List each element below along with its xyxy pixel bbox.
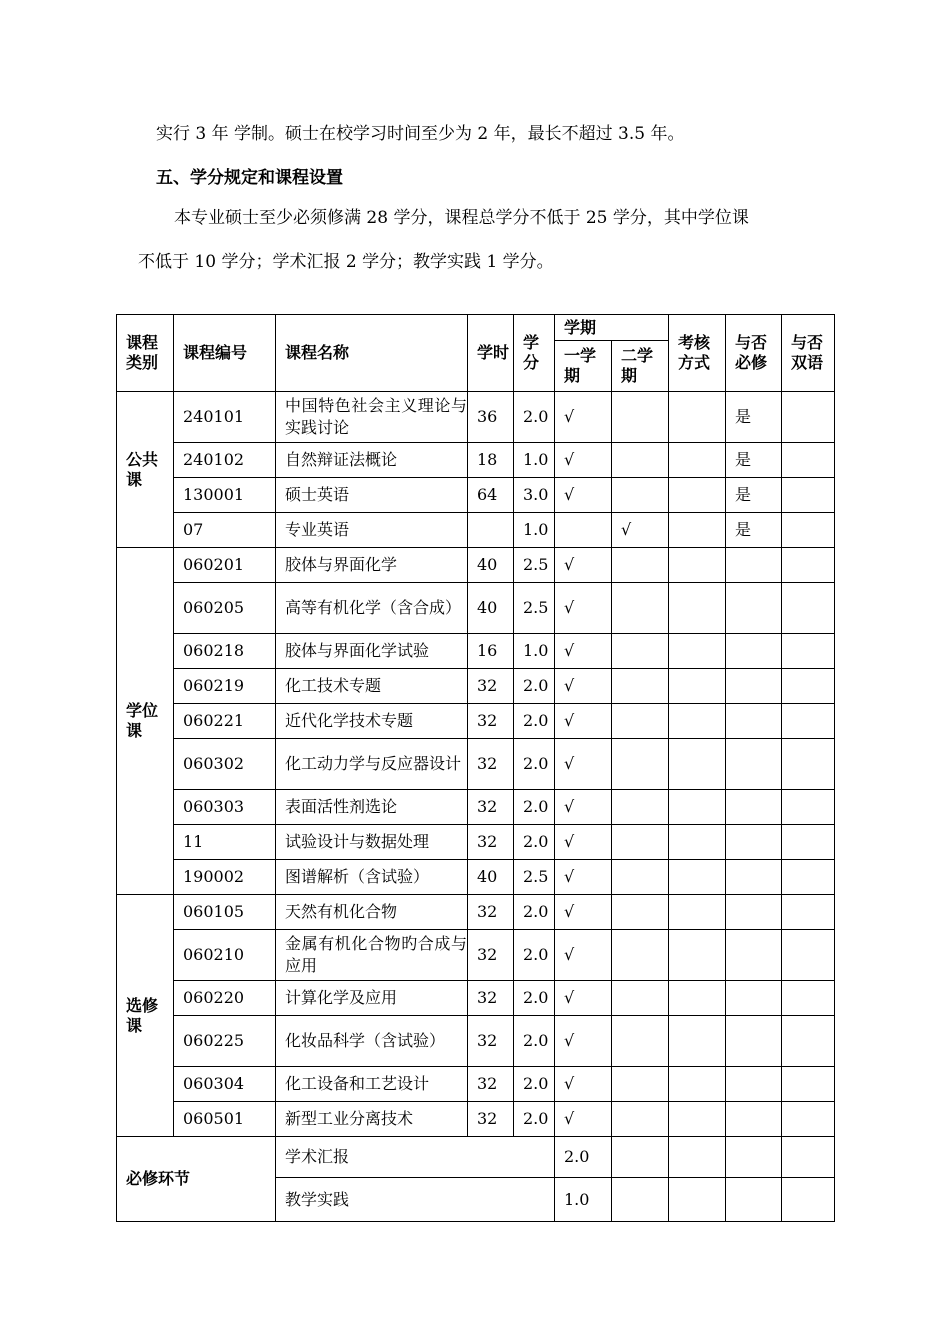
course-credits-cell: 2.0 [514, 981, 555, 1016]
course-name-cell: 高等有机化学（含合成） [276, 583, 468, 634]
course-name-cell: 化工设备和工艺设计 [276, 1067, 468, 1102]
required-item-name: 学术汇报 [276, 1137, 555, 1178]
required-cell [726, 930, 782, 981]
empty-cell [726, 1178, 782, 1222]
header-category: 课程类别 [117, 315, 174, 392]
bilingual-cell [782, 930, 835, 981]
sem2-mark-cell [612, 1016, 669, 1067]
sem2-mark-cell [612, 930, 669, 981]
table-row [117, 739, 835, 790]
course-name-cell: 图谱解析（含试验） [276, 860, 468, 895]
course-name-cell: 金属有机化合物旳合成与应用 [276, 930, 468, 981]
course-credits-cell: 2.0 [514, 704, 555, 739]
course-code-cell: 060201 [174, 548, 276, 583]
bilingual-cell [782, 443, 835, 478]
course-code-cell: 190002 [174, 860, 276, 895]
table-row [117, 583, 835, 634]
course-hours-cell: 40 [468, 860, 514, 895]
required-cell: 是 [726, 513, 782, 548]
sem1-mark-cell: √ [555, 825, 612, 860]
assessment-cell [669, 443, 726, 478]
required-cell [726, 634, 782, 669]
sem2-mark-cell [612, 669, 669, 704]
table-row [117, 790, 835, 825]
course-credits-cell: 2.0 [514, 895, 555, 930]
category-cell: 学位课 [117, 548, 174, 895]
intro-line-2: 本专业硕士至少必须修满 28 学分，课程总学分不低于 25 学分，其中学位课 [174, 208, 749, 228]
course-credits-cell: 2.0 [514, 392, 555, 443]
required-item-credits: 2.0 [555, 1137, 612, 1178]
sem1-mark-cell: √ [555, 443, 612, 478]
required-cell [726, 739, 782, 790]
bilingual-cell [782, 1067, 835, 1102]
course-code-cell: 11 [174, 825, 276, 860]
assessment-cell [669, 478, 726, 513]
required-cell [726, 1067, 782, 1102]
course-name-cell: 中国特色社会主义理论与实践讨论 [276, 392, 468, 443]
bilingual-cell [782, 860, 835, 895]
course-credits-cell: 2.0 [514, 930, 555, 981]
bilingual-cell [782, 895, 835, 930]
course-name-cell: 试验设计与数据处理 [276, 825, 468, 860]
course-name-cell: 专业英语 [276, 513, 468, 548]
empty-cell [669, 1137, 726, 1178]
course-code-cell: 060220 [174, 981, 276, 1016]
table-row [117, 478, 835, 513]
sem1-mark-cell: √ [555, 1016, 612, 1067]
course-hours-cell: 32 [468, 895, 514, 930]
assessment-cell [669, 895, 726, 930]
course-hours-cell: 16 [468, 634, 514, 669]
course-name-cell: 计算化学及应用 [276, 981, 468, 1016]
assessment-cell [669, 513, 726, 548]
header-credits: 学分 [514, 315, 555, 392]
required-cell [726, 704, 782, 739]
course-code-cell: 060304 [174, 1067, 276, 1102]
required-cell [726, 981, 782, 1016]
sem1-mark-cell: √ [555, 583, 612, 634]
section-heading: 五、学分规定和课程设置 [156, 168, 343, 188]
course-credits-cell: 2.5 [514, 583, 555, 634]
table-row [117, 1067, 835, 1102]
table-row [117, 392, 835, 443]
course-credits-cell: 2.0 [514, 1067, 555, 1102]
sem1-mark-cell: √ [555, 1102, 612, 1137]
assessment-cell [669, 669, 726, 704]
table-row [117, 1016, 835, 1067]
course-hours-cell: 32 [468, 669, 514, 704]
course-name-cell: 化妆品科学（含试验） [276, 1016, 468, 1067]
required-cell [726, 790, 782, 825]
sem2-mark-cell [612, 634, 669, 669]
course-hours-cell: 32 [468, 704, 514, 739]
sem2-mark-cell [612, 895, 669, 930]
course-hours-cell: 40 [468, 583, 514, 634]
required-cell [726, 669, 782, 704]
bilingual-cell [782, 790, 835, 825]
sem2-mark-cell [612, 583, 669, 634]
sem1-mark-cell: √ [555, 739, 612, 790]
course-code-cell: 060221 [174, 704, 276, 739]
table-row [117, 704, 835, 739]
header-required: 与否必修 [726, 315, 782, 392]
required-cell [726, 1102, 782, 1137]
course-code-cell: 060501 [174, 1102, 276, 1137]
sem2-mark-cell [612, 548, 669, 583]
required-item-credits: 1.0 [555, 1178, 612, 1222]
required-cell [726, 583, 782, 634]
course-code-cell: 240101 [174, 392, 276, 443]
course-hours-cell: 32 [468, 825, 514, 860]
course-name-cell: 硕士英语 [276, 478, 468, 513]
assessment-cell [669, 739, 726, 790]
table-row [117, 981, 835, 1016]
sem2-mark-cell [612, 443, 669, 478]
assessment-cell [669, 548, 726, 583]
course-code-cell: 060303 [174, 790, 276, 825]
course-credits-cell: 1.0 [514, 513, 555, 548]
required-item-name: 教学实践 [276, 1178, 555, 1222]
course-hours-cell: 36 [468, 392, 514, 443]
required-cell [726, 548, 782, 583]
intro-line-1: 实行 3 年 学制。硕士在校学习时间至少为 2 年，最长不超过 3.5 年。 [156, 124, 685, 144]
sem2-mark-cell [612, 704, 669, 739]
required-cell: 是 [726, 392, 782, 443]
course-credits-cell: 2.0 [514, 739, 555, 790]
course-hours-cell [468, 513, 514, 548]
category-cell: 选修课 [117, 895, 174, 1137]
course-hours-cell: 32 [468, 930, 514, 981]
sem1-mark-cell: √ [555, 548, 612, 583]
course-credits-cell: 2.0 [514, 669, 555, 704]
assessment-cell [669, 790, 726, 825]
sem1-mark-cell: √ [555, 1067, 612, 1102]
sem1-mark-cell: √ [555, 790, 612, 825]
empty-cell [669, 1178, 726, 1222]
bilingual-cell [782, 513, 835, 548]
assessment-cell [669, 583, 726, 634]
sem2-mark-cell [612, 825, 669, 860]
bilingual-cell [782, 392, 835, 443]
course-code-cell: 060210 [174, 930, 276, 981]
required-cell [726, 825, 782, 860]
course-code-cell: 060105 [174, 895, 276, 930]
table-row [117, 513, 835, 548]
header-name: 课程名称 [276, 315, 468, 392]
course-name-cell: 化工动力学与反应器设计 [276, 739, 468, 790]
sem2-mark-cell [612, 739, 669, 790]
course-hours-cell: 32 [468, 981, 514, 1016]
sem1-mark-cell: √ [555, 634, 612, 669]
category-cell: 公共课 [117, 392, 174, 548]
header-assessment: 考核方式 [669, 315, 726, 392]
assessment-cell [669, 1102, 726, 1137]
bilingual-cell [782, 1102, 835, 1137]
course-credits-cell: 2.0 [514, 1016, 555, 1067]
table-row [117, 895, 835, 930]
table-row [117, 1137, 835, 1178]
header-code: 课程编号 [174, 315, 276, 392]
header-sem2: 二学期 [612, 341, 669, 392]
bilingual-cell [782, 548, 835, 583]
empty-cell [782, 1137, 835, 1178]
sem2-mark-cell [612, 1102, 669, 1137]
course-name-cell: 新型工业分离技术 [276, 1102, 468, 1137]
course-code-cell: 060302 [174, 739, 276, 790]
assessment-cell [669, 634, 726, 669]
assessment-cell [669, 704, 726, 739]
table-row [117, 548, 835, 583]
course-hours-cell: 32 [468, 1102, 514, 1137]
assessment-cell [669, 1016, 726, 1067]
header-bilingual: 与否双语 [782, 315, 835, 392]
course-credits-cell: 1.0 [514, 634, 555, 669]
course-hours-cell: 32 [468, 1016, 514, 1067]
bilingual-cell [782, 981, 835, 1016]
sem1-mark-cell: √ [555, 478, 612, 513]
course-credits-cell: 2.5 [514, 548, 555, 583]
course-hours-cell: 40 [468, 548, 514, 583]
table-row [117, 1102, 835, 1137]
assessment-cell [669, 860, 726, 895]
header-hours: 学时 [468, 315, 514, 392]
course-hours-cell: 32 [468, 1067, 514, 1102]
empty-cell [612, 1178, 669, 1222]
course-name-cell: 天然有机化合物 [276, 895, 468, 930]
empty-cell [726, 1137, 782, 1178]
sem1-mark-cell: √ [555, 930, 612, 981]
course-code-cell: 130001 [174, 478, 276, 513]
sem1-mark-cell [555, 513, 612, 548]
course-credits-cell: 2.0 [514, 1102, 555, 1137]
empty-cell [782, 1178, 835, 1222]
sem1-mark-cell: √ [555, 392, 612, 443]
sem1-mark-cell: √ [555, 860, 612, 895]
course-code-cell: 060205 [174, 583, 276, 634]
course-name-cell: 表面活性剂选论 [276, 790, 468, 825]
course-name-cell: 胶体与界面化学试验 [276, 634, 468, 669]
course-credits-cell: 3.0 [514, 478, 555, 513]
required-cell [726, 860, 782, 895]
table-row [117, 669, 835, 704]
bilingual-cell [782, 478, 835, 513]
course-code-cell: 240102 [174, 443, 276, 478]
course-name-cell: 化工技术专题 [276, 669, 468, 704]
table-row [117, 930, 835, 981]
course-code-cell: 060219 [174, 669, 276, 704]
course-code-cell: 060225 [174, 1016, 276, 1067]
course-table [116, 314, 835, 1222]
sem2-mark-cell [612, 478, 669, 513]
assessment-cell [669, 930, 726, 981]
bilingual-cell [782, 634, 835, 669]
course-name-cell: 胶体与界面化学 [276, 548, 468, 583]
table-row [117, 825, 835, 860]
course-credits-cell: 2.5 [514, 860, 555, 895]
required-cell: 是 [726, 443, 782, 478]
bilingual-cell [782, 1016, 835, 1067]
sem1-mark-cell: √ [555, 669, 612, 704]
sem1-mark-cell: √ [555, 704, 612, 739]
header-sem1: 一学期 [555, 341, 612, 392]
table-row [117, 634, 835, 669]
bilingual-cell [782, 704, 835, 739]
bilingual-cell [782, 669, 835, 704]
course-hours-cell: 18 [468, 443, 514, 478]
header-semester: 学期 [555, 315, 669, 341]
course-hours-cell: 32 [468, 739, 514, 790]
assessment-cell [669, 825, 726, 860]
sem1-mark-cell: √ [555, 981, 612, 1016]
sem2-mark-cell [612, 981, 669, 1016]
sem1-mark-cell: √ [555, 895, 612, 930]
course-name-cell: 近代化学技术专题 [276, 704, 468, 739]
course-code-cell: 07 [174, 513, 276, 548]
intro-line-3: 不低于 10 学分；学术汇报 2 学分；教学实践 1 学分。 [138, 252, 554, 272]
course-credits-cell: 1.0 [514, 443, 555, 478]
required-section-category: 必修环节 [117, 1137, 276, 1222]
course-hours-cell: 64 [468, 478, 514, 513]
course-hours-cell: 32 [468, 790, 514, 825]
required-cell: 是 [726, 478, 782, 513]
course-credits-cell: 2.0 [514, 790, 555, 825]
table-row [117, 860, 835, 895]
sem2-mark-cell: √ [612, 513, 669, 548]
table-row [117, 443, 835, 478]
sem2-mark-cell [612, 392, 669, 443]
assessment-cell [669, 392, 726, 443]
required-cell [726, 895, 782, 930]
sem2-mark-cell [612, 790, 669, 825]
sem2-mark-cell [612, 860, 669, 895]
required-cell [726, 1016, 782, 1067]
assessment-cell [669, 1067, 726, 1102]
course-name-cell: 自然辩证法概论 [276, 443, 468, 478]
sem2-mark-cell [612, 1067, 669, 1102]
assessment-cell [669, 981, 726, 1016]
course-credits-cell: 2.0 [514, 825, 555, 860]
bilingual-cell [782, 825, 835, 860]
course-code-cell: 060218 [174, 634, 276, 669]
bilingual-cell [782, 739, 835, 790]
empty-cell [612, 1137, 669, 1178]
bilingual-cell [782, 583, 835, 634]
